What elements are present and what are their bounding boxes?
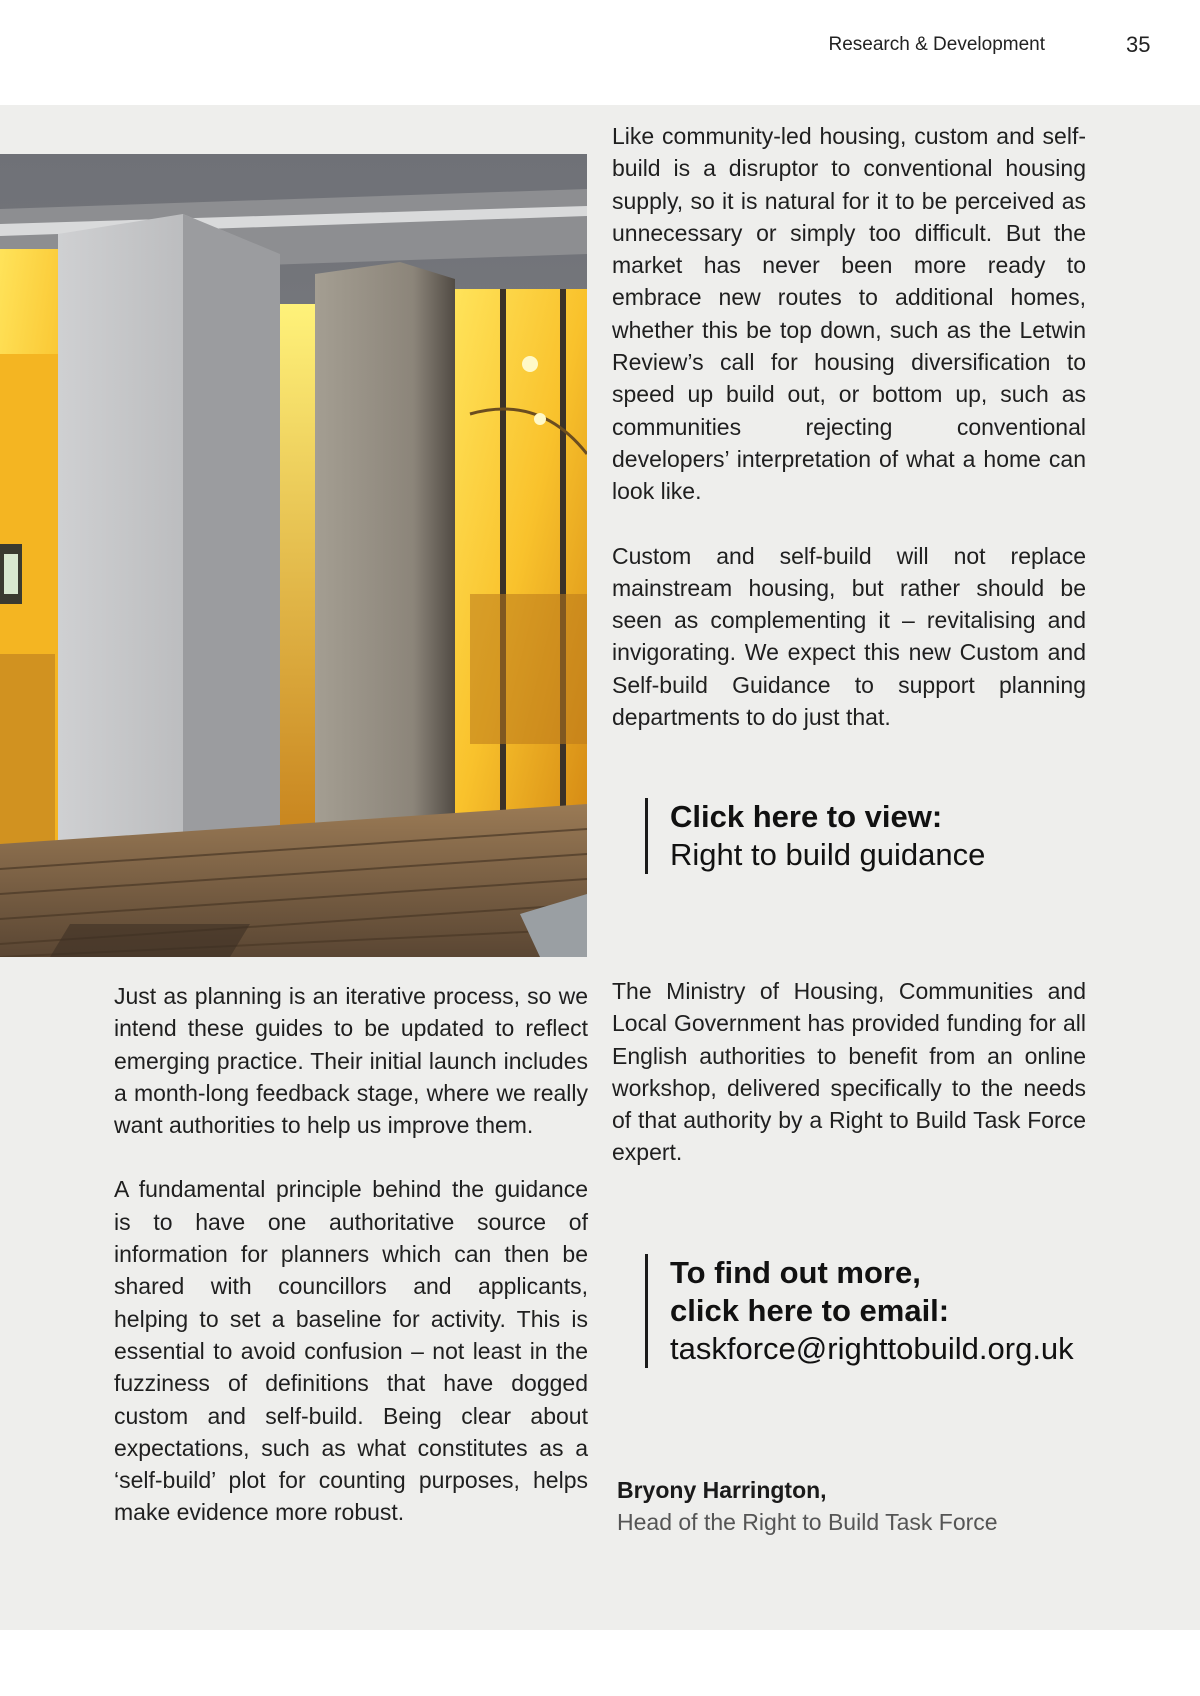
guidance-link[interactable]: Right to build guidance [670, 837, 986, 872]
right-column-intro [612, 120, 1086, 765]
author-role: Head of the Right to Build Task Force [617, 1509, 998, 1535]
section-title: Research & Development [828, 34, 1045, 55]
email-callout[interactable] [645, 1254, 1074, 1368]
page-number: 35 [1126, 32, 1151, 57]
paragraph: Just as planning is an iterative process, so we intend these guides to be updated to reflect emerging practice. Their initial launch includes a month-long feedback stage, where we really want authorities to help us improve them. [114, 983, 588, 1139]
house-photo [0, 154, 587, 957]
left-column-text [114, 980, 588, 1561]
callout-lead: Click here to view: [670, 799, 943, 834]
email-link[interactable]: taskforce@righttobuild.org.uk [670, 1331, 1074, 1366]
paragraph: The Ministry of Housing, Communities and Local Government has provided funding for all English authorities to benefit from an online workshop, delivered specifically to the needs of that authority by a Right to Build Task Force expert. [612, 978, 1086, 1166]
paragraph: A fundamental principle behind the guidance is to have one authoritative source of information for planners which can then be shared with councillors and applicants, helping to set a baseline for activity. This is essential to avoid confusion – not least in the fuzziness of definitions that have dogged custom and self-build. Being clear about expectations, such as what constitutes as a ‘self-build’ plot for counting purposes, helps make evidence more robust. [114, 1176, 588, 1526]
callout-lead: To find out more, [670, 1255, 921, 1290]
paragraph: Like community-led housing, custom and self-build is a disruptor to conventional housing supply, so it is natural for it to be perceived as unnecessary or simply too difficult. But the market has never been more ready to embrace new routes to additional homes, whether this be top down, such as the Letwin Review’s call for housing diversification to speed up build out, or bottom up, such as communities rejecting conventional developers’ interpretation of what a home can look like. [612, 123, 1086, 505]
author-name: Bryony Harrington, [617, 1477, 827, 1503]
view-guidance-callout[interactable] [645, 798, 985, 874]
paragraph: Custom and self-build will not replace mainstream housing, but rather should be seen as complementing it – revitalising and invigorating. We expect this new Custom and Self-build Guidance to support planning departments to do just that. [612, 542, 1086, 731]
house-photo-icon [0, 154, 587, 957]
right-column-funding [612, 975, 1086, 1201]
callout-lead: click here to email: [670, 1293, 950, 1328]
author-signature [617, 1474, 998, 1538]
